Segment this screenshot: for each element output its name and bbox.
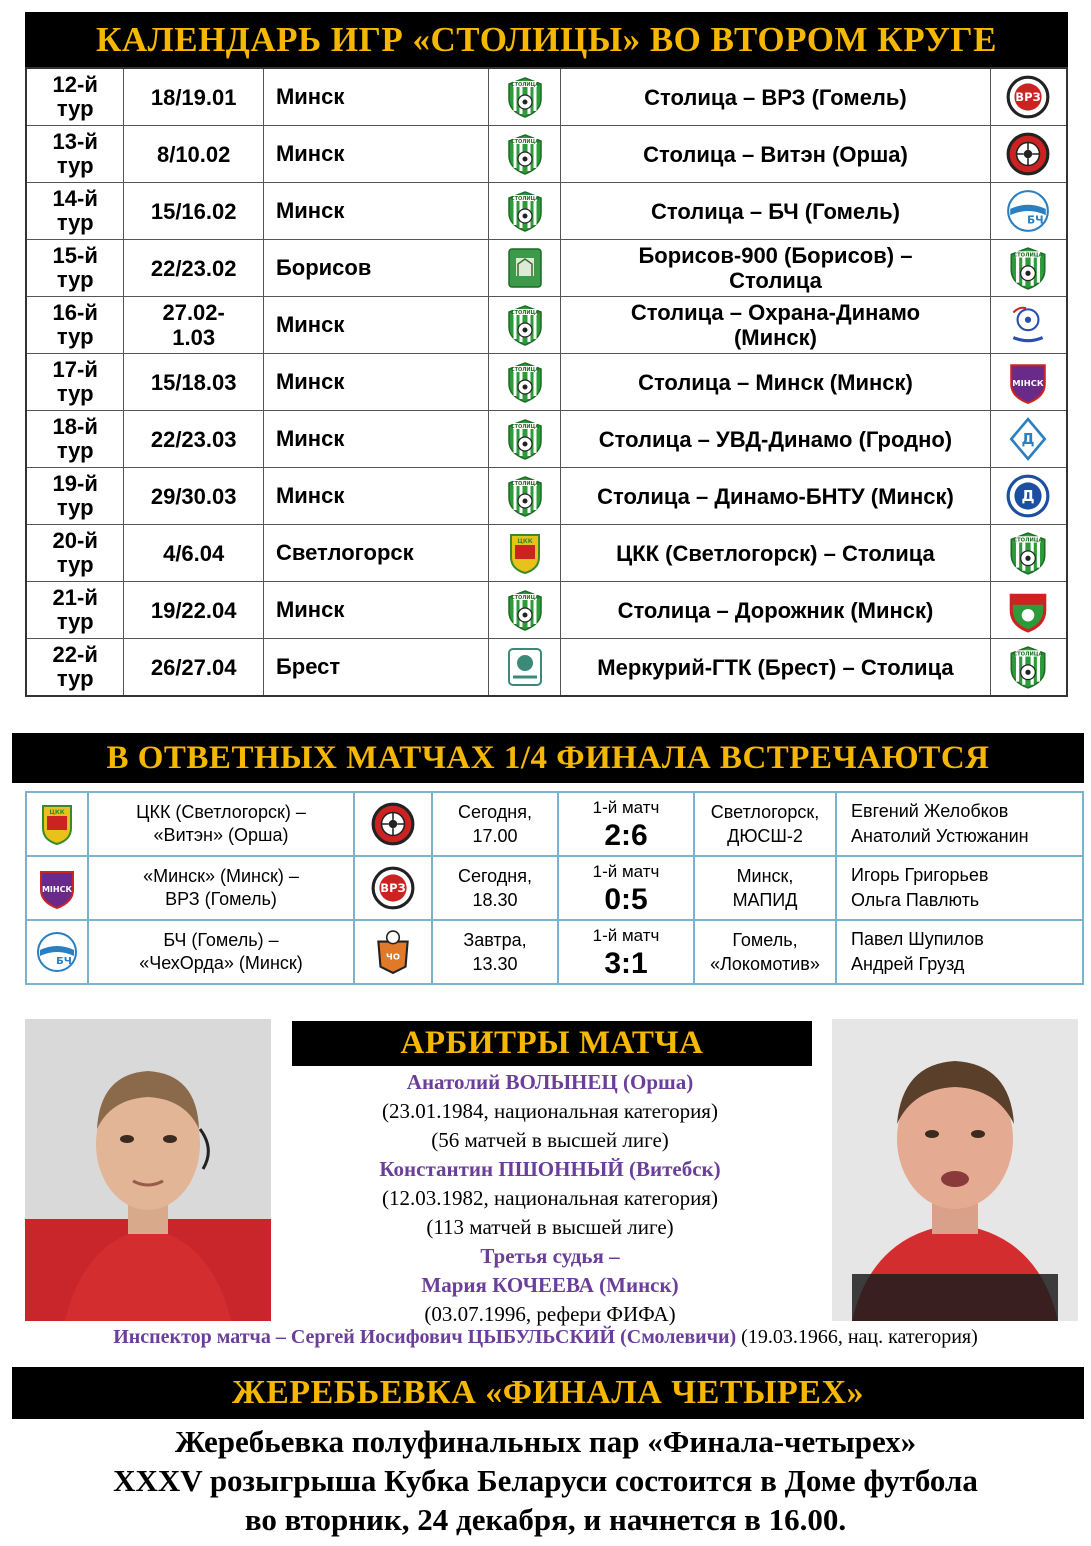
ref3-info: (03.07.1996, рефери ФИФА) <box>424 1302 676 1326</box>
viten-logo <box>354 792 432 856</box>
cup.rows.1.when-line: Сегодня, <box>458 866 532 886</box>
schedule-row <box>26 240 1067 297</box>
schedule.rows.5.date-line: 15/18.03 <box>150 369 237 395</box>
city-cell: Минск <box>263 411 488 468</box>
schedule.rows.3.match-line: Борисов-900 (Борисов) – <box>638 243 913 268</box>
date-cell <box>124 297 264 354</box>
svg-text:СТОЛИЦА: СТОЛИЦА <box>510 595 539 601</box>
schedule-row <box>26 639 1067 697</box>
city-cell: Минск <box>263 68 488 126</box>
time-cell <box>432 856 558 920</box>
schedule.rows.6.tour-line: тур <box>56 438 94 463</box>
tour-cell <box>26 525 124 582</box>
schedule.rows.2.tour-line: тур <box>56 210 94 235</box>
draw-line-1: Жеребьевка полуфинальных пар «Финала-четырех» <box>174 1424 917 1459</box>
match-cell <box>561 411 991 468</box>
ref1-name: Анатолий ВОЛЫНЕЦ (Орша) <box>406 1070 694 1094</box>
cup-referees-cell <box>836 856 1083 920</box>
schedule.rows.10.tour-line: 22-й <box>52 642 98 667</box>
schedule-row <box>26 126 1067 183</box>
schedule-row <box>26 525 1067 582</box>
svg-text:СТОЛИЦА: СТОЛИЦА <box>1013 651 1044 658</box>
date-cell <box>124 468 264 525</box>
date-cell <box>124 582 264 639</box>
city-cell: Минск <box>263 468 488 525</box>
stolitsa-logo <box>990 639 1067 697</box>
svg-text:ЦКК: ЦКК <box>49 809 65 816</box>
first-leg-score: 3:1 <box>604 946 648 980</box>
city-cell: Минск <box>263 582 488 639</box>
stolitsa-logo <box>990 240 1067 297</box>
cup-title: В ОТВЕТНЫХ МАТЧАХ 1/4 ФИНАЛА ВСТРЕЧАЮТСЯ <box>106 739 990 776</box>
first-leg-cell <box>558 856 694 920</box>
cup.rows.0.when-line: 17.00 <box>472 826 518 846</box>
svg-text:ЦКК: ЦКК <box>516 538 533 545</box>
schedule-row <box>26 582 1067 639</box>
draw-title-banner <box>12 1367 1084 1419</box>
tour-cell <box>26 297 124 354</box>
svg-text:БЧ: БЧ <box>56 956 72 967</box>
schedule.rows.3.tour-line: 15-й <box>52 243 98 268</box>
svg-text:СТОЛИЦА: СТОЛИЦА <box>1013 537 1044 544</box>
schedule.rows.2.tour-line: 14-й <box>52 186 98 211</box>
stolitsa-logo <box>488 68 560 126</box>
tour-cell <box>26 411 124 468</box>
venue-cell <box>694 920 836 984</box>
schedule.rows.7.tour-line: тур <box>56 495 94 520</box>
schedule.rows.1.tour-line: тур <box>56 153 94 178</box>
cup.rows.1.venue-line: Минск, <box>736 866 794 886</box>
schedule.rows.0.match-line: Столица – ВРЗ (Гомель) <box>644 84 907 110</box>
first-leg-cell <box>558 920 694 984</box>
svg-text:Д: Д <box>1021 431 1035 449</box>
first-leg-label: 1-й матч <box>592 797 660 817</box>
schedule-row <box>26 468 1067 525</box>
cup-table <box>25 791 1084 985</box>
referees-title-banner <box>292 1021 812 1066</box>
schedule.rows.9.match-line: Столица – Дорожник (Минск) <box>617 597 934 623</box>
minsk-logo <box>990 354 1067 411</box>
schedule-row <box>26 354 1067 411</box>
schedule.rows.8.date-line: 4/6.04 <box>163 540 225 566</box>
stolitsa-logo <box>488 411 560 468</box>
venue-cell <box>694 792 836 856</box>
schedule.rows.3.match-line: Столица <box>729 268 822 293</box>
match-cell <box>561 126 991 183</box>
tour-cell <box>26 126 124 183</box>
teams-cell <box>88 792 354 856</box>
city-cell: Светлогорск <box>263 525 488 582</box>
tour-cell <box>26 240 124 297</box>
schedule.rows.4.match-line: Столица – Охрана-Динамо <box>630 300 921 325</box>
schedule-row <box>26 183 1067 240</box>
minsk-logo <box>26 856 88 920</box>
schedule.rows.0.tour-line: тур <box>56 96 94 121</box>
schedule.rows.3.date-line: 22/23.02 <box>150 255 237 281</box>
match-cell <box>561 468 991 525</box>
ckk-logo <box>26 792 88 856</box>
match-cell <box>561 68 991 126</box>
vrz-logo <box>354 856 432 920</box>
svg-text:СТОЛИЦА: СТОЛИЦА <box>510 310 539 316</box>
cup-title-banner <box>12 733 1084 783</box>
venue-cell <box>694 856 836 920</box>
referees-block <box>280 1068 820 1329</box>
schedule.rows.4.tour-line: 16-й <box>52 300 98 325</box>
cup-row <box>26 920 1083 984</box>
first-leg-label: 1-й матч <box>592 861 660 881</box>
bch-logo <box>990 183 1067 240</box>
ohrana-logo <box>990 297 1067 354</box>
merkuriy-logo <box>488 639 560 697</box>
cup.rows.2.venue-line: Гомель, <box>732 930 798 950</box>
bch-logo <box>26 920 88 984</box>
schedule-row <box>26 411 1067 468</box>
date-cell <box>124 240 264 297</box>
cup.rows.2.when-line: 13.30 <box>472 954 518 974</box>
referees-title: АРБИТРЫ МАТЧА <box>400 1025 704 1061</box>
schedule.rows.10.date-line: 26/27.04 <box>150 654 237 680</box>
city-cell: Борисов <box>263 240 488 297</box>
schedule.rows.1.tour-line: 13-й <box>52 129 98 154</box>
cup-row <box>26 856 1083 920</box>
city-cell: Минск <box>263 126 488 183</box>
schedule.rows.5.tour-line: 17-й <box>52 357 98 382</box>
schedule.rows.0.date-line: 18/19.01 <box>150 84 237 110</box>
schedule.rows.7.tour-line: 19-й <box>52 471 98 496</box>
cup-row <box>26 792 1083 856</box>
cup.rows.2.referees-line: Андрей Грузд <box>851 954 965 974</box>
stolitsa-logo <box>488 126 560 183</box>
cup.rows.2.teams-line: «ЧехОрда» (Минск) <box>139 953 303 973</box>
match-cell <box>561 639 991 697</box>
cup.rows.2.when-line: Завтра, <box>463 930 527 950</box>
schedule.rows.7.match-line: Столица – Динамо-БНТУ (Минск) <box>597 483 954 509</box>
time-cell <box>432 792 558 856</box>
borisov900-logo <box>488 240 560 297</box>
schedule.rows.8.tour-line: тур <box>56 552 94 577</box>
schedule.rows.8.match-line: ЦКК (Светлогорск) – Столица <box>616 540 935 566</box>
cup.rows.1.teams-line: ВРЗ (Гомель) <box>165 889 277 909</box>
ref3-name: Мария КОЧЕЕВА (Минск) <box>421 1273 679 1297</box>
draw-text <box>0 1422 1091 1539</box>
schedule-title-banner <box>25 12 1068 67</box>
draw-line-2: XXXV розыгрыша Кубка Беларуси состоится в Доме футбола <box>113 1463 978 1498</box>
match-cell <box>561 354 991 411</box>
date-cell <box>124 126 264 183</box>
tour-cell <box>26 468 124 525</box>
cup.rows.1.referees-line: Ольга Павлють <box>851 890 980 910</box>
ref2-info1: (12.03.1982, национальная категория) <box>382 1186 718 1210</box>
match-cell <box>561 240 991 297</box>
date-cell <box>124 639 264 697</box>
tour-cell <box>26 354 124 411</box>
schedule.rows.9.tour-line: тур <box>56 609 94 634</box>
svg-text:СТОЛИЦА: СТОЛИЦА <box>510 196 539 202</box>
cup.rows.0.referees-line: Анатолий Устюжанин <box>851 826 1029 846</box>
cup.rows.1.teams-line: «Минск» (Минск) – <box>143 866 299 886</box>
stolitsa-logo <box>990 525 1067 582</box>
tour-cell <box>26 183 124 240</box>
referee-photo-right <box>832 1019 1078 1321</box>
stolitsa-logo <box>488 582 560 639</box>
date-cell <box>124 183 264 240</box>
time-cell <box>432 920 558 984</box>
schedule.rows.9.tour-line: 21-й <box>52 585 98 610</box>
cup.rows.1.referees-line: Игорь Григорьев <box>851 865 989 885</box>
teams-cell <box>88 920 354 984</box>
cup.rows.0.teams-line: ЦКК (Светлогорск) – <box>136 802 306 822</box>
svg-text:ЧО: ЧО <box>386 951 400 962</box>
schedule-row <box>26 68 1067 126</box>
city-cell: Минск <box>263 354 488 411</box>
draw-title: ЖЕРЕБЬЕВКА «ФИНАЛА ЧЕТЫРЕХ» <box>232 1374 864 1411</box>
svg-text:СТОЛИЦА: СТОЛИЦА <box>510 82 539 88</box>
cup.rows.2.teams-line: БЧ (Гомель) – <box>163 930 279 950</box>
schedule-table <box>25 67 1068 697</box>
svg-text:Д: Д <box>1021 488 1035 506</box>
cup-referees-cell <box>836 792 1083 856</box>
schedule.rows.7.date-line: 29/30.03 <box>150 483 237 509</box>
cup.rows.0.venue-line: Светлогорск, <box>710 802 820 822</box>
draw-line-3: во вторник, 24 декабря, и начнется в 16.00. <box>244 1502 847 1537</box>
tour-cell <box>26 582 124 639</box>
referee-photo-left <box>25 1019 271 1321</box>
first-leg-score: 0:5 <box>604 882 648 916</box>
svg-text:СТОЛИЦА: СТОЛИЦА <box>510 481 539 487</box>
schedule-title: КАЛЕНДАРЬ ИГР «СТОЛИЦЫ» ВО ВТОРОМ КРУГЕ <box>95 19 997 59</box>
cup.rows.2.venue-line: «Локомотив» <box>710 954 820 974</box>
tour-cell <box>26 68 124 126</box>
city-cell: Минск <box>263 183 488 240</box>
ref1-info2: (56 матчей в высшей лиге) <box>431 1128 669 1152</box>
ckk-logo <box>488 525 560 582</box>
match-cell <box>561 525 991 582</box>
cup-referees-cell <box>836 920 1083 984</box>
match-cell <box>561 582 991 639</box>
date-cell <box>124 411 264 468</box>
viten-logo <box>990 126 1067 183</box>
schedule.rows.8.tour-line: 20-й <box>52 528 98 553</box>
tour-cell <box>26 639 124 697</box>
date-cell <box>124 68 264 126</box>
svg-text:МІНСК: МІНСК <box>1012 378 1045 389</box>
stolitsa-logo <box>488 183 560 240</box>
schedule.rows.6.date-line: 22/23.03 <box>150 426 237 452</box>
schedule-row <box>26 297 1067 354</box>
schedule.rows.6.match-line: Столица – УВД-Динамо (Гродно) <box>598 426 953 452</box>
cup.rows.1.venue-line: МАПИД <box>732 890 798 910</box>
cup.rows.2.referees-line: Павел Шупилов <box>851 929 984 949</box>
chehorda-logo <box>354 920 432 984</box>
cup.rows.1.when-line: 18.30 <box>472 890 518 910</box>
schedule.rows.6.tour-line: 18-й <box>52 414 98 439</box>
svg-text:ВРЗ: ВРЗ <box>380 881 406 896</box>
svg-text:СТОЛИЦА: СТОЛИЦА <box>510 424 539 430</box>
date-cell <box>124 525 264 582</box>
cup.rows.0.teams-line: «Витэн» (Орша) <box>153 825 289 845</box>
schedule.rows.4.tour-line: тур <box>56 324 94 349</box>
vrz-logo <box>990 68 1067 126</box>
schedule.rows.5.tour-line: тур <box>56 381 94 406</box>
schedule.rows.10.tour-line: тур <box>56 666 94 691</box>
match-cell <box>561 183 991 240</box>
svg-text:БЧ: БЧ <box>1027 214 1044 227</box>
schedule.rows.5.match-line: Столица – Минск (Минск) <box>638 369 913 395</box>
ref1-info1: (23.01.1984, национальная категория) <box>382 1099 718 1123</box>
schedule.rows.2.match-line: Столица – БЧ (Гомель) <box>650 198 900 224</box>
schedule.rows.10.match-line: Меркурий-ГТК (Брест) – Столица <box>597 654 954 680</box>
dinamo-bntu-logo <box>990 468 1067 525</box>
cup.rows.0.referees-line: Евгений Желобков <box>851 801 1009 821</box>
first-leg-label: 1-й матч <box>592 925 660 945</box>
ref3-role: Третья судья – <box>480 1244 620 1268</box>
inspector-line <box>0 1326 1091 1349</box>
ref2-name: Константин ПШОННЫЙ (Витебск) <box>379 1157 721 1181</box>
schedule.rows.0.tour-line: 12-й <box>52 72 98 97</box>
svg-text:ВРЗ: ВРЗ <box>1015 90 1042 105</box>
svg-text:СТОЛИЦА: СТОЛИЦА <box>1013 252 1044 259</box>
schedule.rows.4.date-line: 27.02- <box>162 300 225 325</box>
svg-text:МІНСК: МІНСК <box>41 885 73 894</box>
ref2-info2: (113 матчей в высшей лиге) <box>426 1215 674 1239</box>
city-cell: Минск <box>263 297 488 354</box>
cup.rows.0.when-line: Сегодня, <box>458 802 532 822</box>
schedule.rows.4.match-line: (Минск) <box>733 325 817 350</box>
first-leg-cell <box>558 792 694 856</box>
dorozhnik-logo <box>990 582 1067 639</box>
inspector-info: (19.03.1966, нац. категория) <box>741 1326 978 1348</box>
inspector-name: Инспектор матча – Сергей Иосифович ЦЫБУЛЬСКИЙ (Смолевичи) <box>113 1326 737 1348</box>
stolitsa-logo <box>488 354 560 411</box>
svg-text:СТОЛИЦА: СТОЛИЦА <box>510 367 539 373</box>
first-leg-score: 2:6 <box>604 818 648 852</box>
schedule.rows.3.tour-line: тур <box>56 267 94 292</box>
date-cell <box>124 354 264 411</box>
cup.rows.0.venue-line: ДЮСШ-2 <box>727 826 803 846</box>
city-cell: Брест <box>263 639 488 697</box>
match-cell <box>561 297 991 354</box>
schedule.rows.2.date-line: 15/16.02 <box>150 198 237 224</box>
dinamo-logo <box>990 411 1067 468</box>
schedule.rows.4.date-line: 1.03 <box>172 325 216 350</box>
stolitsa-logo <box>488 468 560 525</box>
svg-text:СТОЛИЦА: СТОЛИЦА <box>510 139 539 145</box>
stolitsa-logo <box>488 297 560 354</box>
schedule.rows.1.match-line: Столица – Витэн (Орша) <box>643 141 908 167</box>
schedule.rows.1.date-line: 8/10.02 <box>156 141 231 167</box>
schedule.rows.9.date-line: 19/22.04 <box>150 597 237 623</box>
teams-cell <box>88 856 354 920</box>
